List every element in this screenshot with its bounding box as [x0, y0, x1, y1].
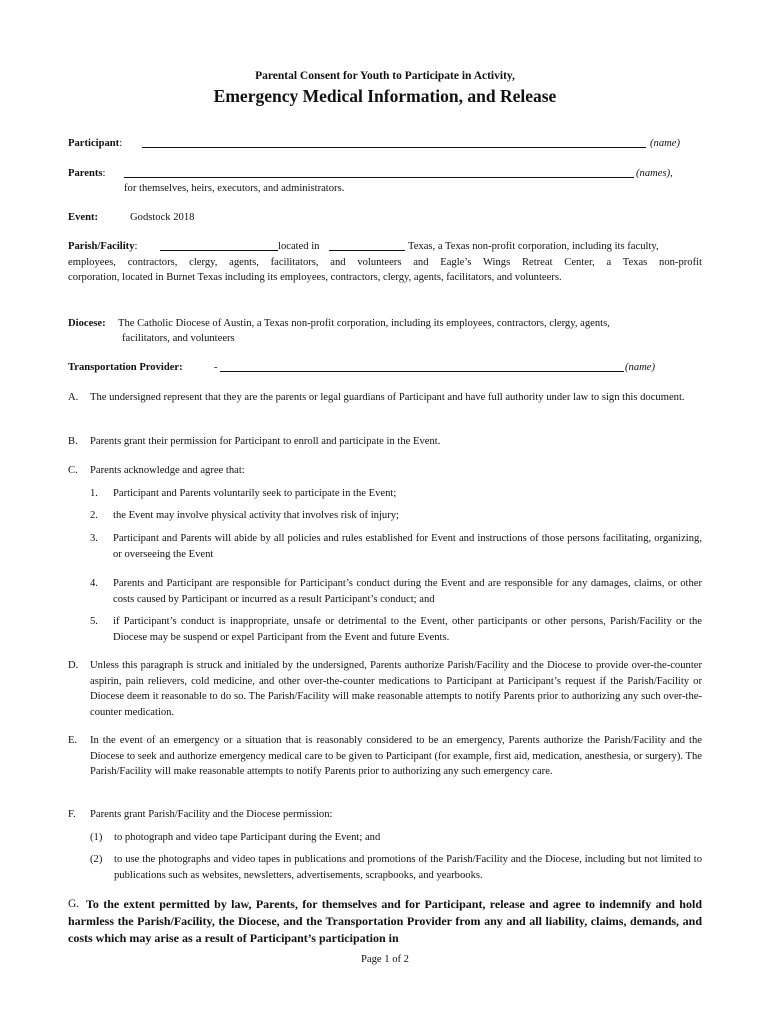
transport-name-field[interactable]	[220, 361, 624, 372]
event-label: Event:	[68, 212, 99, 223]
section-g-text: To the extent permitted by law, Parents, for themselves and for Participant, release and agree to indemnify and hold harmless the Parish/Facility, the Diocese, and the Transportation Provider from any and all liability, claims, demands, and costs which may arise as a result of Participant’s participation in	[68, 897, 702, 945]
section-d-letter: D.	[68, 660, 79, 671]
parents-names-field[interactable]	[124, 167, 634, 178]
c-item-num: 3.	[90, 533, 98, 544]
section-d-text: Unless this paragraph is struck and initialed by the undersigned, Parents authorize Parish/Facility and the Diocese to provide over-the-counter aspirin, pain relievers, cold medicine, and other over-the-counter medications to Participant at Participant’s request if the Parish/Facility or Diocese deem it reasonable to do so. The Parish/Facility will make reasonable attempts to notify Parents prior to authorizing any such over-the-counter medication.	[90, 660, 702, 718]
section-f-text: Parents grant Parish/Facility and the Diocese permission:	[90, 809, 333, 820]
c-item-text: Parents and Participant are responsible for Participant’s conduct during the Event and are responsible for any damages, claims, or other costs caused by Participant or incurred as a result Participant’s conduct; and	[113, 578, 702, 605]
f-item-text: to photograph and video tape Participant during the Event; and	[114, 832, 381, 843]
section-e-letter: E.	[68, 735, 78, 746]
parish-location-field[interactable]	[329, 240, 405, 251]
parish-label: Parish/Facility	[68, 241, 135, 252]
section-c-text: Parents acknowledge and agree that:	[90, 465, 245, 476]
parents-note: for themselves, heirs, executors, and administrators.	[124, 183, 345, 194]
parish-line2: employees, contractors, clergy, agents, facilitators, and volunteers and Eagle’s Wings Retreat Center, a Texas non-profit	[68, 257, 702, 268]
parish-line3: corporation, located in Burnet Texas including its employees, contractors, clergy, agents, facilitators, and volunteers.	[68, 272, 562, 283]
parents-label: Parents	[68, 168, 103, 179]
c-item-num: 2.	[90, 510, 98, 521]
section-a-letter: A.	[68, 392, 79, 403]
participant-row: Participant:	[68, 138, 123, 149]
section-e-text: In the event of an emergency or a situation that is reasonably considered to be an emergency, Parents authorize the Parish/Facility and the Diocese to seek and authorize emergency medical care to be given to Participant (for example, first aid, medication, anesthesia, or surgery). The Parish/Facility will make reasonable attempts to notify Parents prior to authorizing any such emergency care.	[90, 735, 702, 777]
c-item-num: 5.	[90, 616, 98, 627]
participant-name-hint: (name)	[650, 138, 681, 149]
f-item-num: (2)	[90, 854, 103, 865]
diocese-label: Diocese:	[68, 318, 106, 329]
section-f-letter: F.	[68, 809, 76, 820]
page-number: Page 1 of 2	[361, 954, 409, 965]
section-b-letter: B.	[68, 436, 78, 447]
transport-name-hint: (name)	[625, 362, 656, 373]
c-item-num: 1.	[90, 488, 98, 499]
form-title: Emergency Medical Information, and Release	[213, 86, 557, 106]
parish-line1-rest: Texas, a Texas non-profit corporation, including its faculty,	[408, 241, 659, 252]
diocese-line1: The Catholic Diocese of Austin, a Texas non-profit corporation, including its employees, contractors, clergy, agents,	[118, 318, 610, 329]
section-b-text: Parents grant their permission for Participant to enroll and participate in the Event.	[90, 436, 441, 447]
c-item-text: Participant and Parents will abide by all policies and rules established for Event and instructions of those persons facilitating, organizing, or overseeing the Event	[113, 533, 702, 560]
parish-located-in: located in	[278, 241, 320, 252]
section-g-letter: G.	[68, 898, 80, 910]
participant-label: Participant	[68, 138, 120, 149]
participant-name-field[interactable]	[142, 137, 646, 148]
f-item-text: to use the photographs and video tapes in publications and promotions of the Parish/Facility and the Diocese, including but not limited to publications such as websites, newsletters, advertisements, scrapbooks, and yearbooks.	[114, 854, 702, 881]
form-subtitle: Parental Consent for Youth to Participate in Activity,	[255, 70, 515, 82]
parents-row: Parents:	[68, 168, 106, 179]
c-item-text: if Participant’s conduct is inappropriate, unsafe or detrimental to the Event, other participants or other persons, Parish/Facility or the Diocese may be suspend or expel Participant from the Event and future Events.	[113, 616, 702, 643]
event-value: Godstock 2018	[130, 212, 195, 223]
f-item-num: (1)	[90, 832, 103, 843]
section-c-letter: C.	[68, 465, 78, 476]
section-a-text: The undersigned represent that they are the parents or legal guardians of Participant and have full authority under law to sign this document.	[90, 392, 685, 403]
parish-name-field[interactable]	[160, 240, 278, 251]
c-item-text: Participant and Parents voluntarily seek to participate in the Event;	[113, 488, 397, 499]
c-item-num: 4.	[90, 578, 98, 589]
c-item-text: the Event may involve physical activity that involves risk of injury;	[113, 510, 399, 521]
diocese-line2: facilitators, and volunteers	[122, 333, 235, 344]
parish-row: Parish/Facility:	[68, 241, 138, 252]
transport-label: Transportation Provider:	[68, 362, 183, 373]
parents-names-hint: (names),	[636, 168, 673, 179]
transport-dash: -	[214, 362, 218, 373]
